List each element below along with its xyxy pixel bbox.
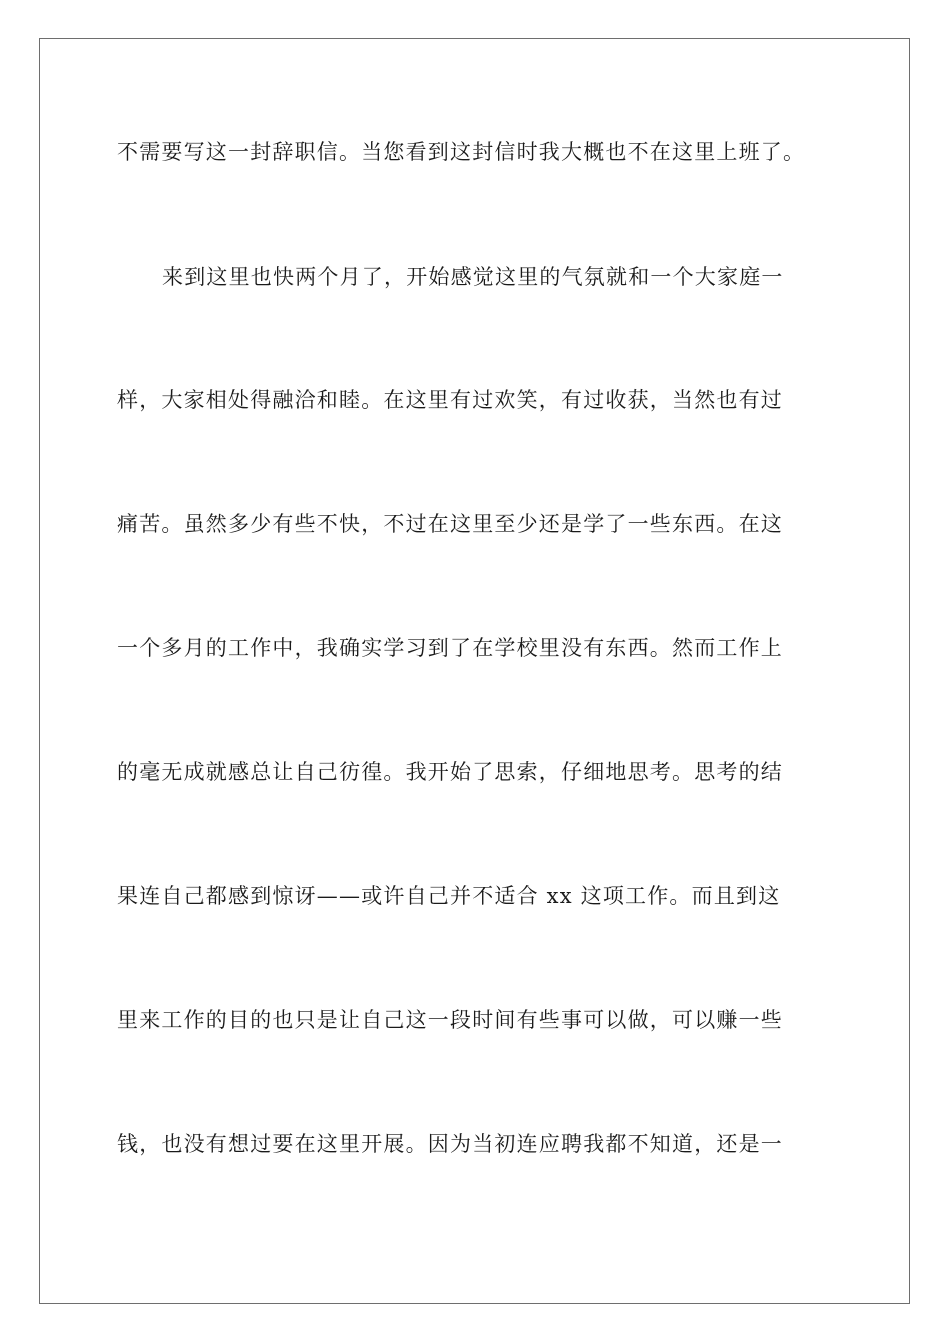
text-line-3: 样，大家相处得融洽和睦。在这里有过欢笑，有过收获，当然也有过	[117, 388, 783, 412]
text-line-4: 痛苦。虽然多少有些不快，不过在这里至少还是学了一些东西。在这	[117, 512, 783, 536]
text-line-7: 果连自己都感到惊讶——或许自己并不适合 xx 这项工作。而且到这	[117, 884, 781, 908]
text-line-6: 的毫无成就感总让自己彷徨。我开始了思索，仔细地思考。思考的结	[117, 760, 783, 784]
page-border	[39, 38, 910, 1304]
text-line-9: 钱，也没有想过要在这里开展。因为当初连应聘我都不知道，还是一	[117, 1132, 783, 1156]
text-line-1: 不需要写这一封辞职信。当您看到这封信时我大概也不在这里上班了。	[117, 140, 806, 164]
text-line-5: 一个多月的工作中，我确实学习到了在学校里没有东西。然而工作上	[117, 636, 783, 660]
paragraph-start-line: 来到这里也快两个月了，开始感觉这里的气氛就和一个大家庭一	[162, 265, 784, 289]
text-line-8: 里来工作的目的也只是让自己这一段时间有些事可以做，可以赚一些	[117, 1008, 783, 1032]
